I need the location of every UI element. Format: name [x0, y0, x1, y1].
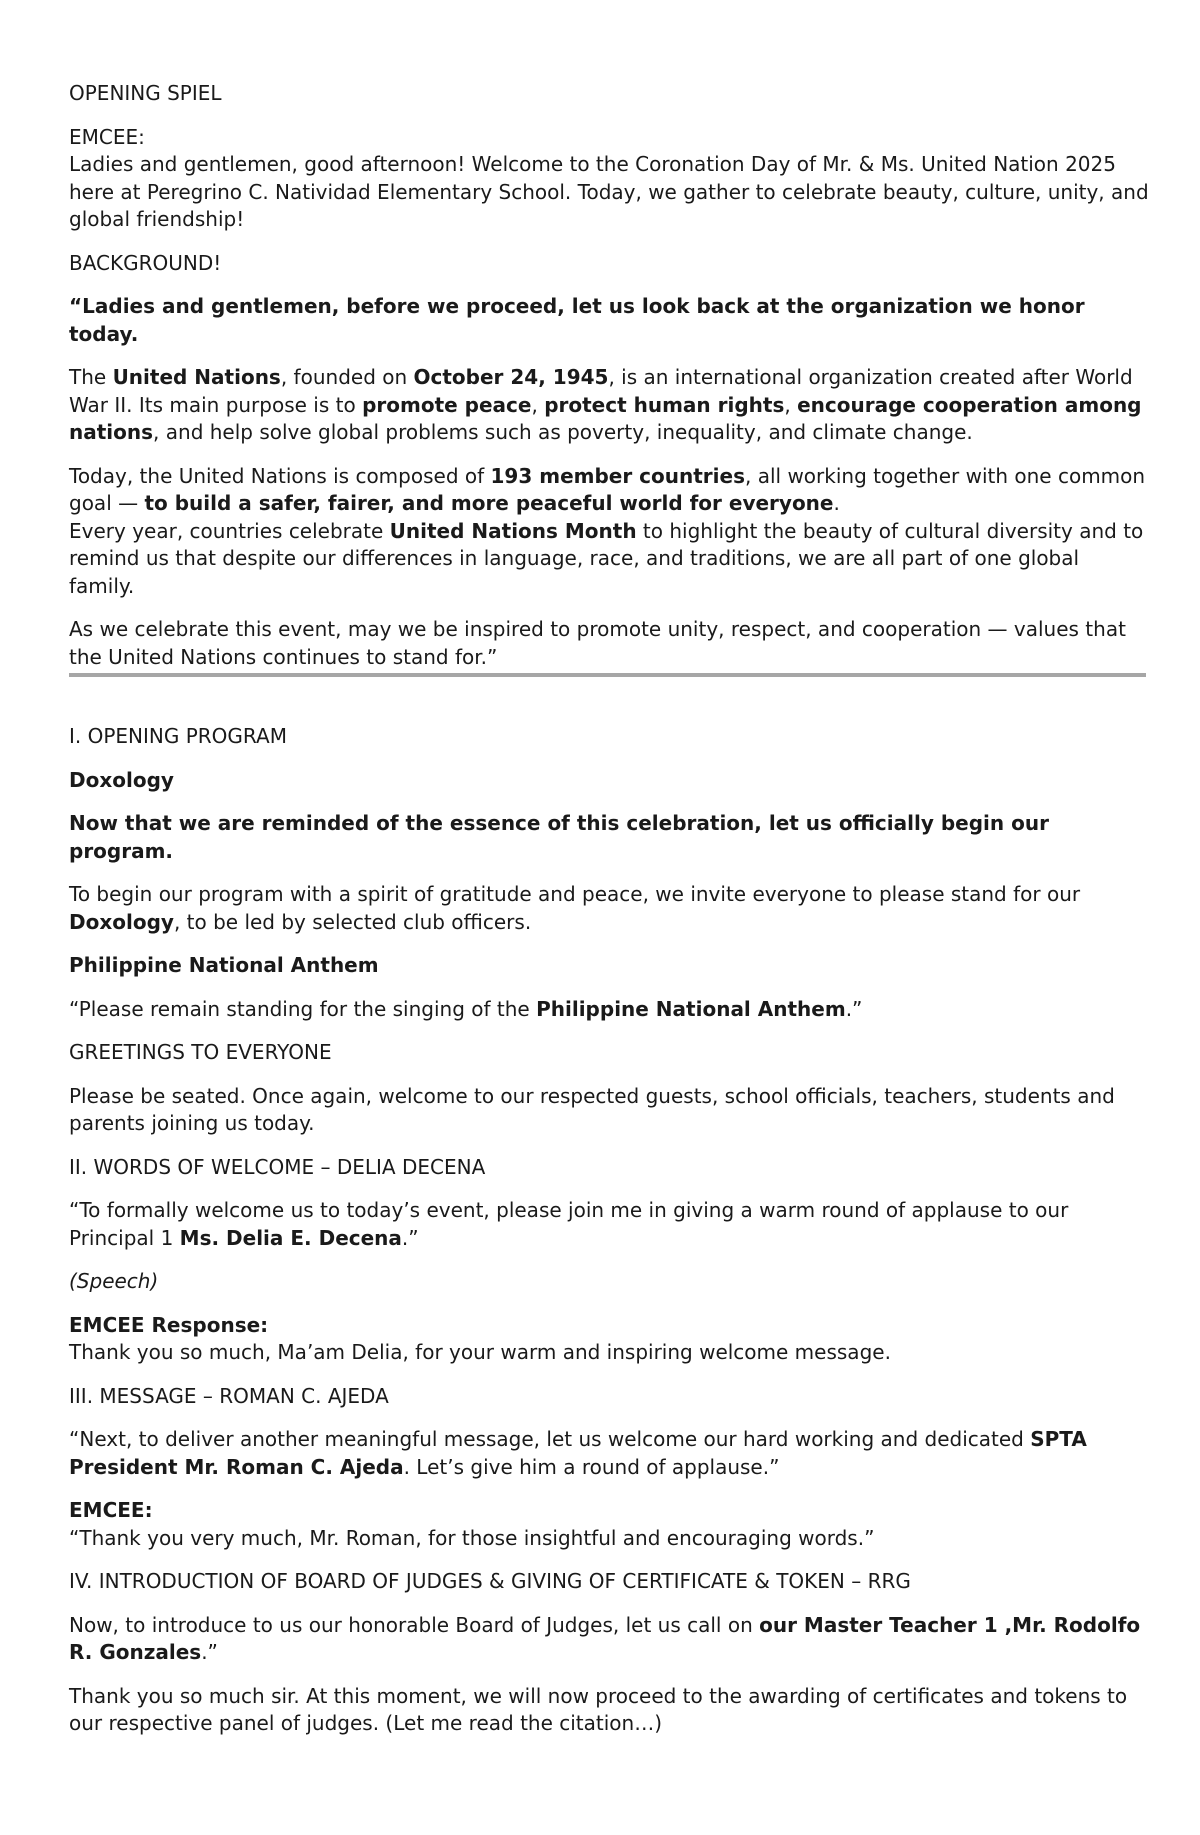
greetings-paragraph: Please be seated. Once again, welcome to our respected guests, school officials, teachers, students and parents joining us today.: [69, 1083, 1115, 1135]
text-run: , and help solve global problems such as poverty, inequality, and climate change.: [153, 420, 973, 444]
emphasis-goal: to build a safer, fairer, and more peaceful world for everyone: [144, 491, 834, 515]
doxology-paragraph: [69, 881, 1149, 936]
text-run: “To formally welcome us to today’s event, please join me in giving a warm round of applause to our Principal 1: [69, 1198, 1069, 1250]
message-emcee-label: [69, 1497, 1149, 1525]
un-history-paragraph: [69, 364, 1149, 447]
opening-program-heading: I. OPENING PROGRAM: [69, 724, 287, 748]
judges-intro-paragraph: [69, 1612, 1149, 1667]
emphasis-cooperation: encourage cooperation among nations: [69, 392, 1142, 444]
text-run: Every year, countries celebrate: [69, 518, 390, 543]
background-label: BACKGROUND!: [69, 250, 222, 275]
program-reminder-text: Now that we are reminded of the essence of this celebration, let us officially begin our program.: [69, 811, 1049, 863]
text-run: Now, to introduce to us our honorable Board of Judges, let us call on: [69, 1612, 760, 1637]
text-run: . Let’s give him a round of applause.”: [403, 1454, 780, 1479]
message-emcee-text: “Thank you very much, Mr. Roman, for those insightful and encouraging words.”: [69, 1525, 875, 1550]
anthem-paragraph: [69, 996, 1149, 1024]
emphasis-peace: promote peace: [362, 392, 532, 417]
emcee-response-label: [69, 1312, 1149, 1340]
emphasis-doxology: Doxology: [69, 909, 174, 934]
un-month-paragraph: [69, 518, 1149, 601]
opening-spiel-title: OPENING SPIEL: [69, 81, 222, 105]
text-run: .”: [401, 1225, 419, 1250]
speech-note: [69, 1268, 1149, 1296]
welcome-intro-paragraph: [69, 1197, 1149, 1252]
message-emcee-label-text: EMCEE:: [69, 1498, 153, 1522]
text-run: , is an international organization created after World War II. Its main purpose is to: [69, 365, 1133, 417]
text-run: , to be led by selected club officers.: [173, 909, 532, 934]
anthem-label-text: Philippine National Anthem: [69, 953, 379, 977]
judges-closing-paragraph: Thank you so much sir. At this moment, we will now proceed to the awarding of certificates and tokens to our respective panel of judges. (Let me read the citation…): [69, 1683, 1128, 1735]
emphasis-principal: Ms. Delia E. Decena: [179, 1225, 402, 1250]
message-intro-paragraph: [69, 1426, 1149, 1481]
text-run: .”: [201, 1640, 218, 1664]
emphasis-master-teacher: our Master Teacher 1 ,Mr. Rodolfo R. Gonzales: [69, 1612, 1141, 1664]
un-closing-paragraph: As we celebrate this event, may we be inspired to promote unity, respect, and cooperation — values that the United Nations continues to stand for.”: [69, 617, 1126, 669]
text-run: to highlight the beauty of cultural diversity and to remind us that despite our differences in language, race, and traditions, we are all part of one global family.: [69, 518, 1144, 598]
text-run: .: [833, 491, 840, 515]
un-members-paragraph: [69, 463, 1149, 518]
emphasis-rights: protect human rights: [544, 392, 785, 417]
speech-note-text: (Speech): [69, 1269, 159, 1293]
emcee-response-label-text: EMCEE Response:: [69, 1312, 269, 1337]
text-run: The: [69, 365, 113, 389]
judges-heading: IV. INTRODUCTION OF BOARD OF JUDGES & GIVING OF CERTIFICATE & TOKEN – RRG: [69, 1569, 911, 1593]
emphasis-un: United Nations: [112, 365, 281, 389]
emphasis-date: October 24, 1945: [413, 365, 609, 389]
doxology-label-text: Doxology: [69, 767, 174, 792]
text-run: To begin our program with a spirit of gratitude and peace, we invite everyone to please stand for our: [69, 882, 1081, 906]
welcome-heading: II. WORDS OF WELCOME – DELIA DECENA: [69, 1154, 486, 1179]
emphasis-anthem: Philippine National Anthem: [536, 996, 846, 1021]
text-run: , founded on: [280, 365, 414, 389]
text-run: ,: [784, 392, 798, 417]
emphasis-un-month: United Nations Month: [389, 518, 637, 543]
background-intro: [69, 293, 1149, 348]
background-intro-text: “Ladies and gentlemen, before we proceed, let us look back at the organization we honor today.: [69, 294, 1085, 346]
text-run: “Please remain standing for the singing of the: [69, 996, 537, 1021]
message-heading: III. MESSAGE – ROMAN C. AJEDA: [69, 1383, 389, 1408]
doxology-label: [69, 767, 1149, 795]
greetings-label: GREETINGS TO EVERYONE: [69, 1040, 332, 1064]
text-run: .”: [845, 996, 863, 1021]
text-run: ,: [531, 392, 545, 417]
emphasis-spta-president: SPTA President Mr. Roman C. Ajeda: [69, 1427, 1087, 1479]
anthem-label: [69, 952, 1149, 980]
emphasis-members: 193 member countries: [490, 463, 745, 488]
text-run: , all working together with one common goal —: [69, 463, 1146, 515]
script-document: [69, 80, 1149, 1754]
emcee-response-text: Thank you so much, Ma’am Delia, for your warm and inspiring welcome message.: [69, 1340, 891, 1364]
emcee-label: EMCEE:: [69, 124, 145, 149]
text-run: Today, the United Nations is composed of: [69, 463, 491, 488]
text-run: “Next, to deliver another meaningful message, let us welcome our hard working and dedicated: [69, 1427, 1031, 1451]
welcome-paragraph: Ladies and gentlemen, good afternoon! Welcome to the Coronation Day of Mr. & Ms. United Nation 2025 here at Peregrino C. Natividad Elementary School. Today, we gather to celebrate beauty, culture, unity, and global friendship!: [69, 152, 1149, 231]
program-reminder: [69, 810, 1149, 865]
